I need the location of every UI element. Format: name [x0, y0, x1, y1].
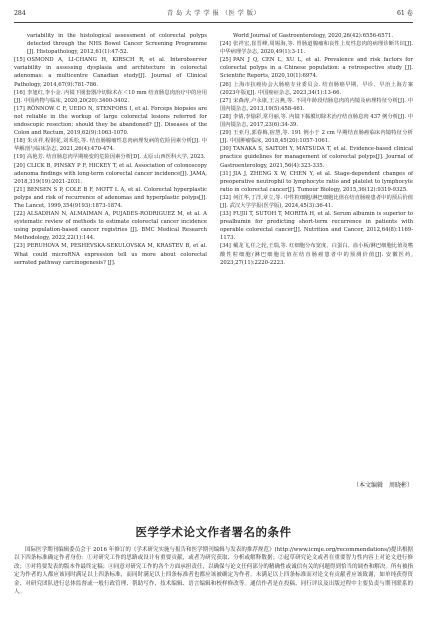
reference-list-right [220, 32, 413, 267]
reference-text: 李旭红,李小金. 内镜下圈套器冷切除术在＜10 mm 结直肠息肉治疗中的应用[J]. 中国药物与临床, 2020,20(20):3400-3402. [14, 89, 207, 104]
page-number: 284 [14, 10, 26, 17]
running-header [14, 8, 413, 23]
reference-number: [16] [14, 89, 25, 96]
reference-item [220, 81, 413, 97]
reference-text: BENSEN S P, COLE B F, MOTT L A, et al. Colorectal hyperplastic polyps and risk of recurrence of adenomas and hyperplastic polyps[J]. The Lancet, 1999,354(9193):1873-1874. [14, 186, 207, 209]
reference-number: [18] [14, 138, 25, 145]
reference-number: [30] [220, 146, 231, 153]
reference-number: [25] [220, 57, 231, 64]
volume-label: 61 卷 [396, 10, 413, 17]
reference-item [220, 40, 413, 56]
reference-item [220, 194, 413, 210]
reference-item [14, 153, 207, 161]
reference-text: 上海市抗癌协会大肠癌专业委员会. 结直肠癌早期、早诊、早治上海方案(2023年版)[J]. 中国癌症杂志, 2023,34(1):13-66. [220, 81, 413, 96]
reference-item [14, 162, 207, 186]
reference-text: 王亚丹,郭春梅,宿慧,等. 191 例小于 2 cm 早期结直肠癌临床内镜特征分析[J]. 中国肿瘤临床, 2018,45(20):1057-1061. [220, 130, 413, 145]
reference-item [220, 32, 413, 40]
reference-text: CLICK B, PINSKY P F, HICKEY T, et al. Association of colonoscopy adenoma findings with long-term colorectal cancer incidence[J]. JAMA, 2018,319(19):2021-2031. [14, 162, 207, 185]
reference-number: [23] [14, 243, 25, 250]
reference-number: [22] [14, 211, 25, 218]
reference-item [220, 210, 413, 242]
reference-text: variability in the histological assessment of colorectal polyps detected through the NHS Bowel Cancer Screening Programme [J]. Histopathology, 2012,61(1):47-52. [27, 33, 207, 56]
reference-text: World Journal of Gastroenterology, 2020,26(42):6556-6571. [233, 33, 394, 39]
reference-text: RÖNNOW C F, UEDO N, STENFORS I, et al. Forceps biopsies are not reliable in the workup of large colorectal lesions referred for endoscopic resection: should they be abandoned? [J]. Diseases of the Colon and Rectum, 2019,62(9):1063-1070. [14, 105, 207, 137]
editor-credit: （本文编辑 周晓彬） [352, 482, 413, 489]
reference-number: [31] [220, 170, 231, 177]
reference-text: 张祥宏,崔晋峰,周锡海,等. 胃肠道腺瘤和良性上皮性息肉的病理诊断共识[J]. 中华病理学杂志, 2020,49(1):3-11. [220, 41, 413, 56]
reference-text: ALSADHAN N, ALMAIMAN A, PUJADES-RODRIGUEZ M, et al. A systematic review of methods to estimate colorectal cancer incidence using population-based cancer registries [J]. BMC Medical Research Methodology, 2022,22(1):144. [14, 211, 207, 242]
reference-text: JIA J, ZHENG X W, CHEN Y, et al. Stage-dependent changes of preoperative neutrophil to lymphocyte ratio and platelet to lymphocyte ratio in colorectal cancer[J]. Tumour Biology, 2015,36(12):9319-9325. [220, 170, 413, 193]
reference-number: [34] [220, 243, 231, 250]
reference-item [220, 145, 413, 169]
reference-text: 宋森涛,卢永康,王言燕,等. 不同年龄段结肠息肉的内镜及病理特征分析[J]. 中国内镜杂志, 2013,19(5):458-461. [220, 97, 413, 112]
reference-number: [28] [220, 113, 231, 120]
reference-text: OSMOND A, LI-CHANG H, KIRSCH R, et al. Interobserver variability in assessing dysplasia and architecture in colorectal adenomas: a multicentre Canadian study[J]. Journal of Clinical Pathology, 2014,67(9):781-786. [14, 57, 207, 88]
reference-number: [15] [14, 57, 25, 64]
reference-number: [26] [220, 81, 231, 88]
reference-number: [33] [220, 211, 231, 218]
article-body: 国际医学期刊编辑委员会于 2016 年修订的《学术研究实施与报告和医学期刊编辑与发表的推荐规范》(http://www.icmje.org/recommendations/)提出根据以下四条标准确定作者身份：①对研究工作的思路或设计有重要贡献，或者为研究获取、分析或解释数据；②起草研究论文或者在重要智力性内容上对论文进行修改；③对将要发表的版本作最终定稿；④同意对研究工作的各个方面承担责任，以确保与论文任何部分的精确性或诚信有关的问题得到恰当的调查和解决。所有被指定为作者的人都应该同时满足以上四条标准，而同时满足以上四条标准者也都应该被确定为作者。未满足以上四条标准而对论文有贡献者应该致谢，如单纯获得资金、对研究团队进行总体监督或一般行政管理、帮助写作、技术编辑、语言编辑和校样修改等。通信作者是在投稿、同行评议及出版过程中主要负责与期刊联系的人。 [14, 547, 413, 596]
reference-number: [19] [14, 154, 25, 161]
reference-item [14, 32, 207, 56]
reference-item [14, 137, 207, 153]
reference-number: [20] [14, 162, 25, 169]
reference-text: PAN J Q, CEN L, XU L, et al. Prevalence and risk factors for colorectal polyps in a Chinese population: a retrospective study [J]. Scientific Reports, 2020,10(1):6974. [220, 57, 413, 80]
reference-item [14, 186, 207, 210]
reference-text: FUJII T, SUTOH T, MORITA H, et al. Serum albumin is superior to prealbumin for predicting short-term recurrence in patients with operable colorectal cancer[J]. Nutrition and Cancer, 2012,64(8):1169-1173. [220, 211, 413, 242]
reference-text: PERUHOVA M, PESHEVSKA-SEKULOVSKA M, KRASTEV B, et al. What could microRNA expression tell us more about colorectal serrated pathway carcinogenesis? [J]. [14, 243, 207, 266]
reference-item [220, 129, 413, 145]
reference-text: TANAKA S, SAITOH Y, MATSUDA T, et al. Evidence-based clinical practice guidelines for management of colorectal polyps[J]. Journal of Gastroenterology, 2021,56(4):323-335. [220, 146, 413, 169]
reference-number: [29] [220, 130, 231, 137]
reference-list-left [14, 32, 207, 267]
reference-item [14, 210, 207, 242]
reference-item [14, 242, 207, 266]
reference-number: [24] [220, 41, 231, 48]
reference-item [14, 105, 207, 137]
reference-item [220, 242, 413, 266]
reference-item [14, 56, 207, 88]
reference-text: 戴龙飞,任之轮,王瑞,等. 红细胞分布宽度、白蛋白、血小板/淋巴细胞比值及嗜酸性粒细胞/淋巴细胞比值在结直肠癌患者中的预测价值[J]. 安徽医药, 2023,27(11):2220-2223. [220, 243, 413, 266]
reference-text: 朱贞祥,程钢花,刘禾松,等. 结直肠腺瘤性息肉病理发病的危险因素分析[J]. 中华解剖与临床杂志, 2021,26(4):470-474. [14, 138, 207, 153]
reference-text: 何江华,丁洋,章立,等. 中性粒细胞/淋巴细胞比值在结直肠癌患者中的预后价值[J]. 武汉大学学报(医学版), 2024,45(3):36-41. [220, 194, 413, 209]
reference-number: [17] [14, 105, 25, 112]
journal-title: 青 岛 大 学 学 报 （医 学 版） [166, 10, 261, 17]
reference-item [14, 89, 207, 105]
reference-number: [21] [14, 186, 25, 193]
reference-item [220, 170, 413, 194]
article-title: 医学学术论文作者署名的条件 [135, 525, 292, 539]
reference-text: 李倩,李愉彩,常丹丽,等. 内镜下黏膜切除术治疗结直肠息肉 437 例分析[J]. 中国内镜杂志, 2017,23(6):34-39. [220, 113, 413, 129]
reference-number: [27] [220, 97, 231, 104]
reference-item [220, 113, 413, 129]
reference-item [220, 97, 413, 113]
reference-item [220, 56, 413, 80]
reference-number: [32] [220, 194, 231, 201]
reference-text: 高艳芳. 结直肠息肉早期癌变的危险因素分析[D]. 太原:山西医科大学, 2023. [27, 154, 206, 161]
